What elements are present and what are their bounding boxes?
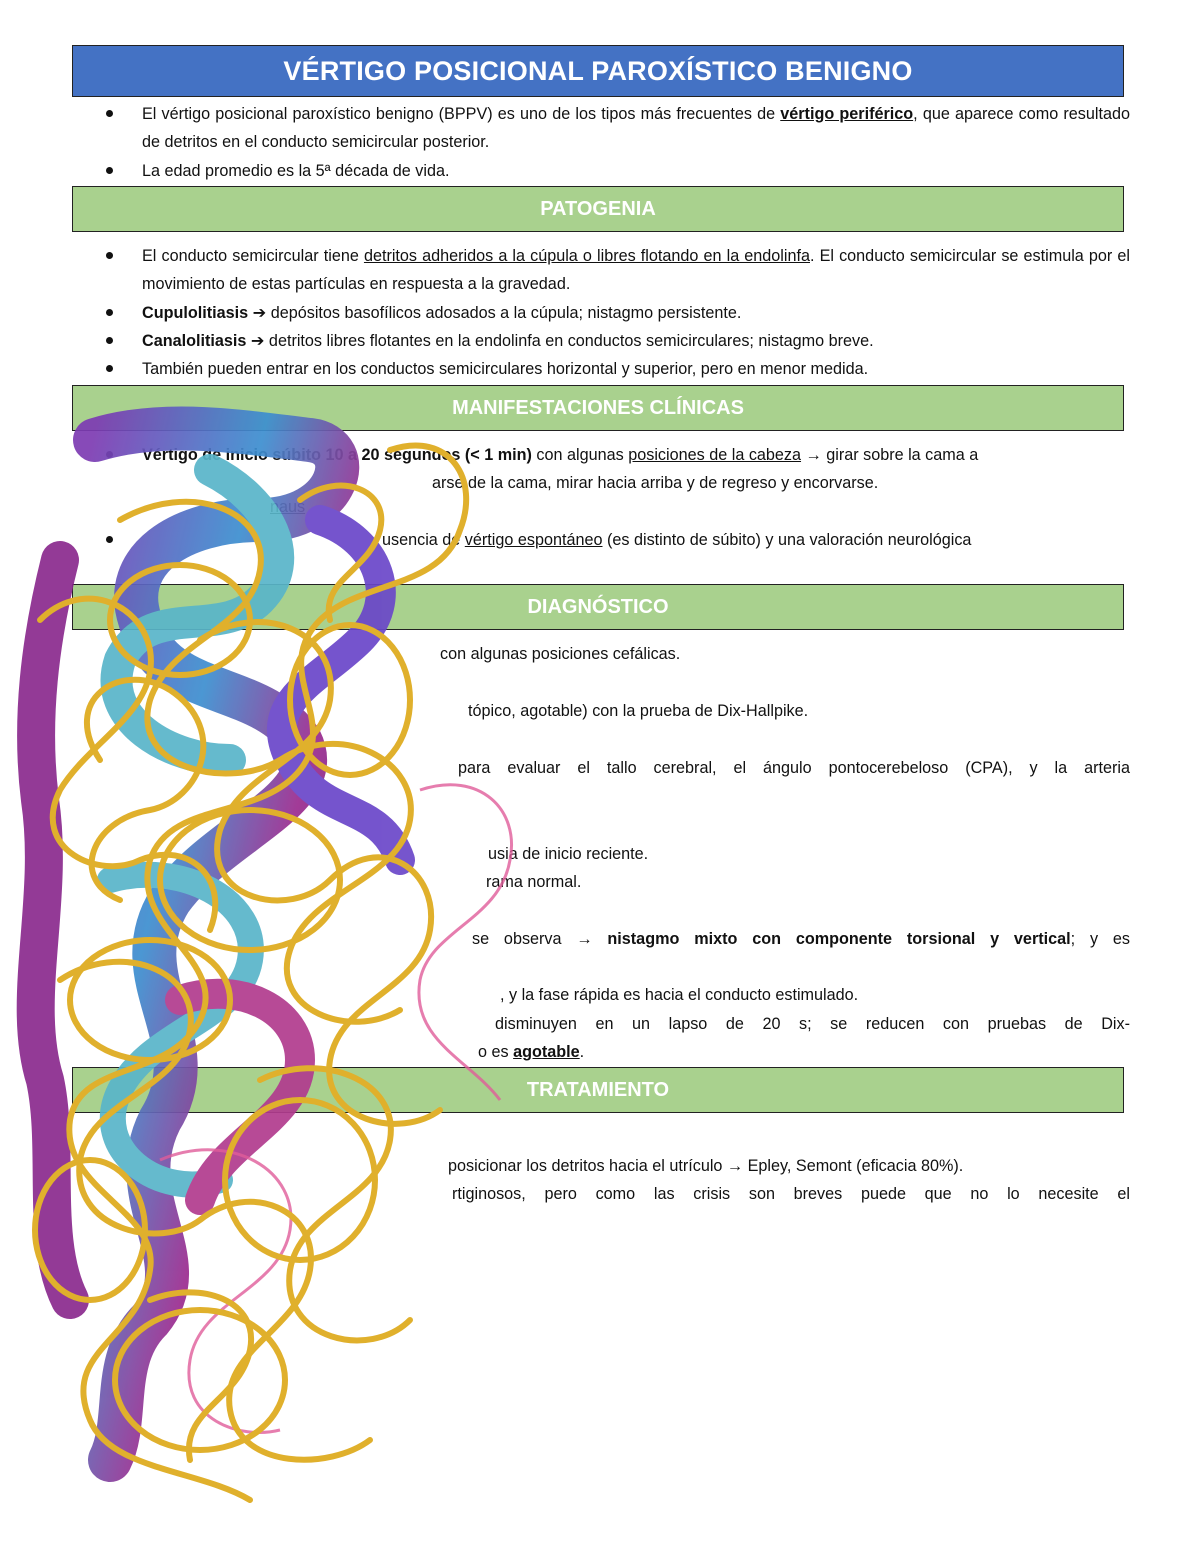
- section-heading-text: MANIFESTACIONES CLÍNICAS: [452, 396, 744, 419]
- item-text: detritos libres flotantes en la endolinfa en conductos semicirculares; nistagmo breve.: [264, 331, 874, 350]
- list-item: [72, 355, 1130, 383]
- manifestaciones-list: [72, 441, 1130, 498]
- patogenia-list: [72, 242, 1130, 383]
- intro-list: [72, 100, 1130, 185]
- item-text: o es: [478, 1043, 514, 1061]
- item-text: (es distinto de súbito) y una valoración neurológica: [602, 531, 972, 549]
- item-text: usencia de: [382, 531, 465, 549]
- section-heading-diagnostico: [72, 584, 1124, 630]
- section-heading-text: DIAGNÓSTICO: [527, 595, 669, 618]
- underlined-term: agotable: [513, 1043, 580, 1061]
- item-text: .: [579, 1043, 585, 1061]
- text-fragment: naus: [270, 498, 306, 516]
- item-text: → girar sobre la cama a: [801, 446, 979, 464]
- section-heading-tratamiento: [72, 1067, 1124, 1113]
- underlined-term: vértigo periférico: [780, 105, 914, 123]
- text-fragment: con algunas posiciones cefálicas.: [440, 645, 681, 663]
- item-text: depósitos basofílicos adosados a la cúpula; nistagmo persistente.: [266, 303, 742, 322]
- text-fragment: para evaluar el tallo cerebral, el ángulo pontocerebeloso (CPA), y la arteria: [458, 759, 1130, 777]
- bold-term: Canalolitiasis: [142, 331, 247, 350]
- list-item: [72, 299, 1130, 327]
- section-heading-manifestaciones: [72, 385, 1124, 431]
- item-text: El conducto semicircular tiene: [142, 247, 364, 265]
- text-fragment: rama normal.: [486, 873, 582, 891]
- underlined-text: posiciones de la cabeza: [628, 446, 802, 464]
- text-fragment: rtiginosos, pero como las crisis son breves puede que no lo necesite el: [452, 1185, 1130, 1203]
- section-heading-patogenia: [72, 186, 1124, 232]
- document-title-text: VÉRTIGO POSICIONAL PAROXÍSTICO BENIGNO: [283, 55, 913, 86]
- manifestaciones-list-2: [72, 526, 1130, 554]
- underlined-text: detritos adheridos a la cúpula o libres flotando en la endolinfa: [363, 247, 810, 265]
- text-fragment: posicionar los detritos hacia el utrículo → Epley, Semont (eficacia 80%).: [448, 1157, 964, 1175]
- section-heading-text: PATOGENIA: [540, 197, 656, 220]
- underlined-text: vértigo espontáneo: [464, 531, 603, 549]
- bold-text: Vértigo de inicio súbito 10 a 20 segundos (< 1 min): [142, 446, 532, 464]
- list-item: [72, 157, 1130, 185]
- bold-term: Cupulolitiasis: [142, 303, 249, 322]
- arrow-icon: ➔: [250, 331, 265, 350]
- list-item: [72, 242, 1130, 299]
- item-text: El vértigo posicional paroxístico benigno (BPPV) es uno de los tipos más frecuentes de: [142, 105, 781, 123]
- item-text: con algunas: [531, 446, 629, 464]
- text-fragment: usia de inicio reciente.: [488, 845, 649, 863]
- item-text: ; y es: [1070, 930, 1131, 948]
- text-fragment: [472, 925, 1130, 953]
- item-text: se observa →: [472, 930, 608, 948]
- arrow-icon: ➔: [252, 303, 267, 322]
- text-fragment: tópico, agotable) con la prueba de Dix-Hallpike.: [468, 702, 809, 720]
- list-item: [72, 441, 1130, 498]
- item-text: . El conducto semicircular se estimula por el movimiento de estas partículas en respuesta a la gravedad.: [142, 247, 1130, 294]
- text-fragment: disminuyen en un lapso de 20 s; se reducen con pruebas de Dix-: [495, 1015, 1130, 1033]
- item-text: , que aparece como resultado de detritos en el conducto semicircular posterior.: [142, 105, 1130, 152]
- list-item: [72, 327, 1130, 355]
- text-fragment: , y la fase rápida es hacia el conducto estimulado.: [500, 986, 859, 1004]
- item-text: También pueden entrar en los conductos semicirculares horizontal y superior, pero en menor medida.: [142, 360, 869, 379]
- list-item: [72, 100, 1130, 157]
- section-heading-text: TRATAMIENTO: [526, 1078, 670, 1101]
- item-text: La edad promedio es la 5ª década de vida.: [142, 161, 450, 180]
- text-fragment: [478, 1038, 584, 1066]
- document-title: [72, 45, 1124, 97]
- item-text-wrap: [142, 526, 971, 554]
- item-text: arse de la cama, mirar hacia arriba y de regreso y encorvarse.: [432, 474, 879, 493]
- list-item: [72, 526, 1130, 554]
- bold-text: nistagmo mixto con componente torsional y vertical: [607, 930, 1071, 948]
